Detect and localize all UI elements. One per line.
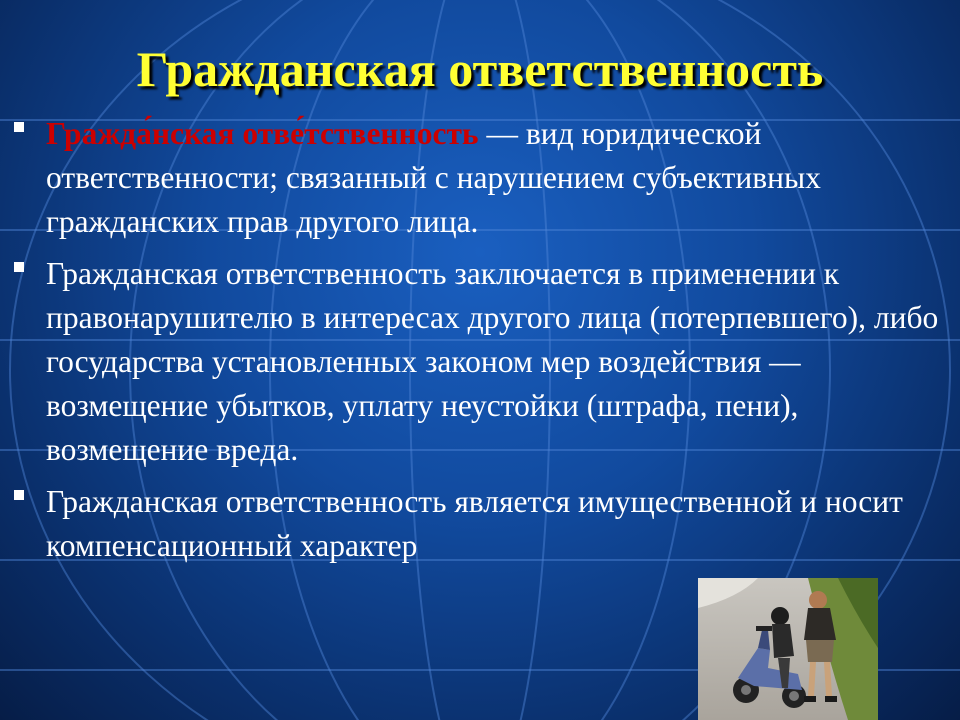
scooter-photo-icon	[698, 578, 878, 720]
bullet-item-measures	[12, 252, 942, 472]
bullet-list	[12, 112, 942, 576]
bullet-body: Гражданская ответственность заключается в применении к правонарушителю в интересах другого лица (потерпевшего), либо государства установленных законом мер воздействия — возмещение убытков, уплату неустойки (штрафа, пени), возмещение вреда.	[46, 256, 939, 467]
slide-title: Гражданская ответственность	[136, 41, 824, 97]
bullet-text	[46, 252, 942, 472]
bullet-marker	[14, 262, 24, 272]
bullet-text	[46, 480, 942, 568]
bullet-marker	[14, 490, 24, 500]
bullet-text	[46, 112, 942, 244]
bullet-marker	[14, 122, 24, 132]
bullet-item-definition	[12, 112, 942, 244]
term-highlight: Гражда́нская отве́тственность	[46, 116, 479, 151]
bullet-body: — вид юридической ответственности; связанный с нарушением субъективных гражданских прав другого лица.	[46, 116, 821, 239]
bullet-body: Гражданская ответственность является имущественной и носит компенсационный характер	[46, 484, 903, 563]
bullet-item-character	[12, 480, 942, 568]
scooter-photo	[698, 578, 878, 720]
